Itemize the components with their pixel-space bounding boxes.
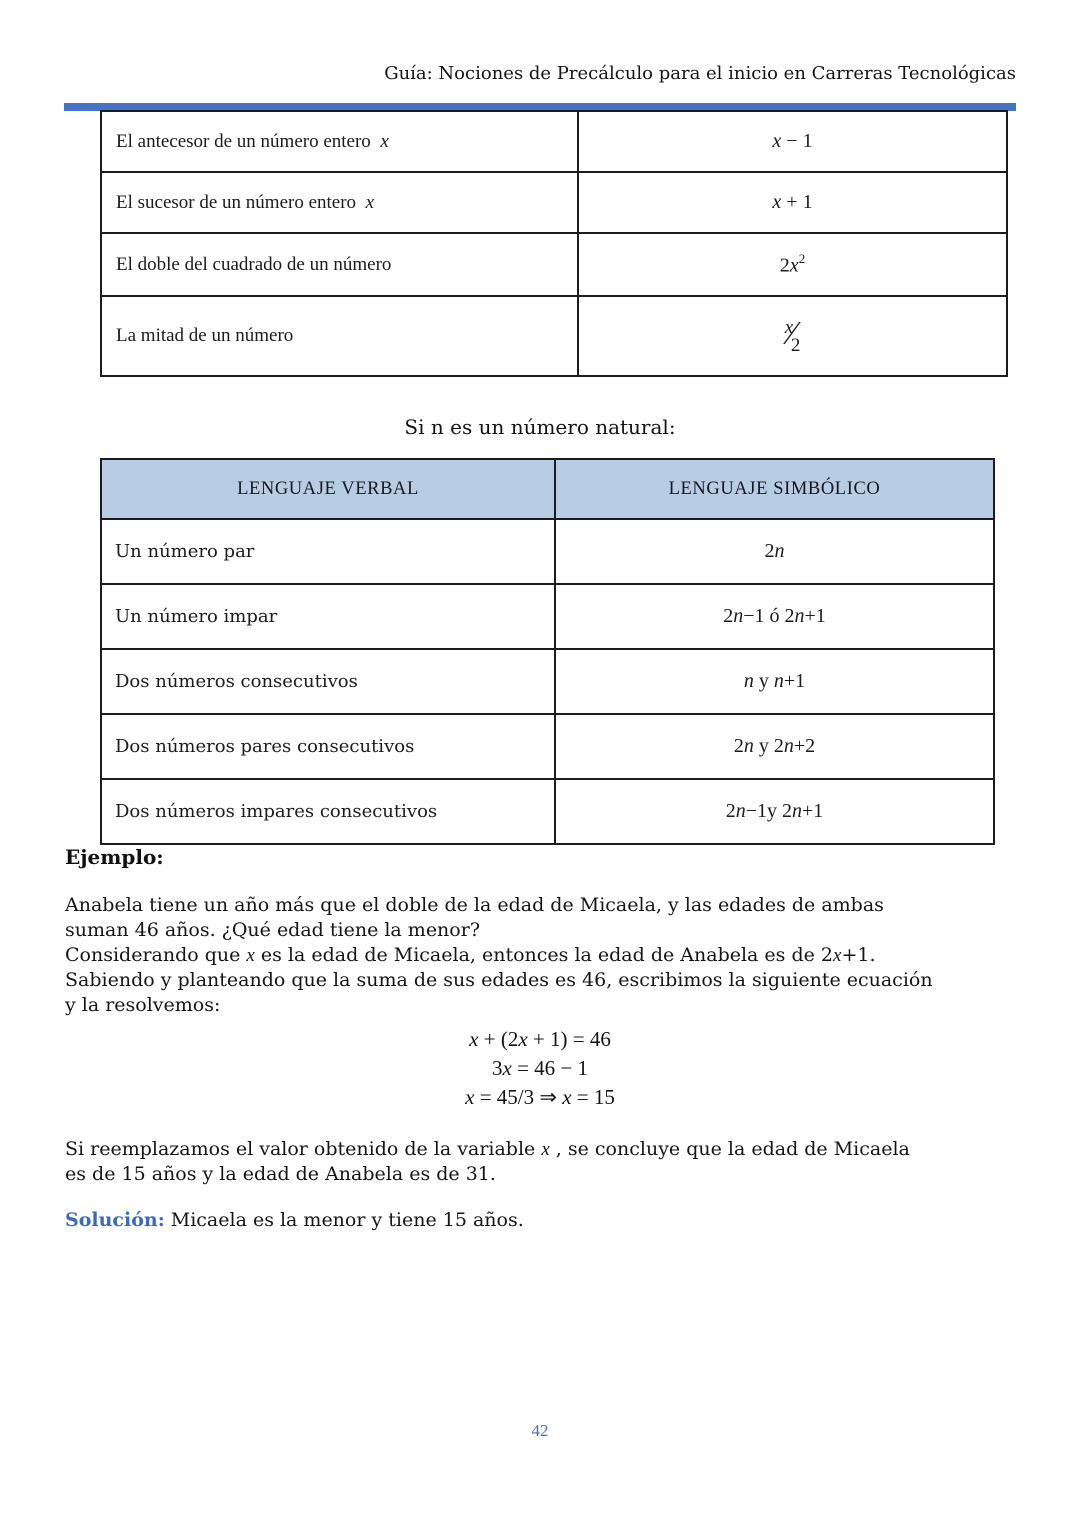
expressions-table	[100, 110, 1008, 377]
expression-label-cell: El doble del cuadrado de un número	[101, 233, 578, 296]
fraction: x⁄ 2	[785, 325, 801, 348]
table-row	[101, 111, 1007, 172]
column-header-symbolic: LENGUAJE SIMBÓLICO	[555, 459, 994, 519]
exponent: 2	[798, 250, 806, 266]
document-header-title: Guía: Nociones de Precálculo para el inicio en Carreras Tecnológicas	[384, 63, 1016, 84]
math-variable: x	[541, 1139, 550, 1160]
expression-value-cell: x + 1	[578, 172, 1007, 233]
text-line: Anabela tiene un año más que el doble de la edad de Micaela, y las edades de ambas	[65, 894, 884, 916]
conclusion-paragraph	[65, 1137, 1019, 1187]
verbal-cell: Un número par	[101, 519, 555, 584]
table-caption: Si n es un número natural:	[404, 415, 676, 439]
page-number: 42	[531, 1421, 549, 1440]
text-line: Considerando que x es la edad de Micaela, entonces la edad de Anabela es de 2x+1.	[65, 944, 876, 966]
math-variable: x	[380, 130, 389, 152]
equation-line: 3x = 46 − 1	[491, 1056, 588, 1080]
math-variable: x	[246, 945, 255, 966]
symbolic-cell: 2n y 2n+2	[555, 714, 994, 779]
language-table	[100, 458, 995, 845]
table-row	[101, 584, 994, 649]
verbal-cell: Un número impar	[101, 584, 555, 649]
solution-statement	[65, 1209, 524, 1231]
table-row	[101, 779, 994, 844]
text-line: y la resolvemos:	[65, 994, 221, 1016]
symbolic-cell: 2n−1 ó 2n+1	[555, 584, 994, 649]
expression-label-cell: La mitad de un número	[101, 296, 578, 376]
equation-block	[0, 1025, 1080, 1112]
table-row	[101, 649, 994, 714]
solution-text: Micaela es la menor y tiene 15 años.	[164, 1209, 524, 1231]
expression-value-cell: $2x^2$	[578, 233, 1007, 296]
verbal-cell: Dos números pares consecutivos	[101, 714, 555, 779]
math-variable: x	[365, 191, 374, 213]
equation-line: x + (2x + 1) = 46	[469, 1027, 611, 1051]
expression-value-cell: x − 1	[578, 111, 1007, 172]
symbolic-cell: 2n−1y 2n+1	[555, 779, 994, 844]
solution-label: Solución:	[65, 1209, 165, 1231]
column-header-verbal: LENGUAJE VERBAL	[101, 459, 555, 519]
verbal-cell: Dos números impares consecutivos	[101, 779, 555, 844]
verbal-cell: Dos números consecutivos	[101, 649, 555, 714]
expression-label-cell: El sucesor de un número entero x	[101, 172, 578, 233]
text-line: Si reemplazamos el valor obtenido de la variable x , se concluye que la edad de Micaela	[65, 1138, 910, 1160]
table-header-row	[101, 459, 994, 519]
text-line: es de 15 años y la edad de Anabela es de 31.	[65, 1163, 496, 1185]
example-heading: Ejemplo:	[65, 845, 164, 869]
text-line: Sabiendo y planteando que la suma de sus edades es 46, escribimos la siguiente ecuación	[65, 969, 933, 991]
table-row	[101, 519, 994, 584]
symbolic-cell: n y n+1	[555, 649, 994, 714]
expression-label-cell: El antecesor de un número entero x	[101, 111, 578, 172]
expression-value-cell	[578, 296, 1007, 376]
equation-line: x = 45/3 ⇒ x = 15	[465, 1085, 615, 1109]
text-line: suman 46 años. ¿Qué edad tiene la menor?	[65, 919, 481, 941]
table-row	[101, 172, 1007, 233]
math-expression: 2x+1	[820, 944, 870, 966]
example-paragraph	[65, 893, 1019, 1018]
table-row	[101, 296, 1007, 376]
symbolic-cell: 2n	[555, 519, 994, 584]
table-row	[101, 233, 1007, 296]
table-row	[101, 714, 994, 779]
